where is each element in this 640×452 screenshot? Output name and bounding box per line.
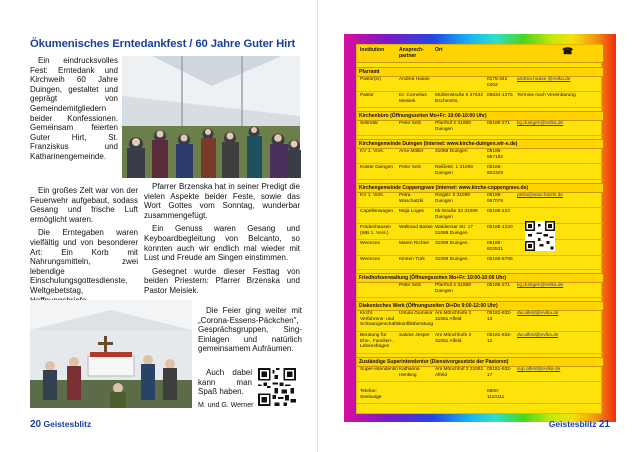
magazine-name: Geistesblitz (43, 419, 92, 429)
section-header: Kirchengemeinde Duingen (Internet: www.kirche-duingen.wir-e.de) (357, 139, 603, 149)
table-cell: Am Mönchhofe 2 31061 Alfeld (435, 333, 472, 344)
table-cell: KV 1. Vors. (360, 149, 384, 154)
signature: M. und G. Werner (198, 401, 254, 409)
paragraph-sermon: Pfarrer Brzenska hat in seiner Predigt die vielen Aspekte beider Feste, sowie das Wort Gottes vom Sonntag, wunderbar zusammengefügt. (144, 182, 300, 220)
photo-tent-congregation (122, 56, 300, 178)
qr-code-icon[interactable] (258, 368, 296, 406)
footer-left (30, 419, 91, 430)
section-header: Diakonisches Werk (Öffnungszeiten Di+Do 9:00-12:00 Uhr) (357, 301, 603, 311)
table-cell: Kirchl. Verfahrens- und Schwangerschaftskonfliktberatung (360, 311, 434, 328)
row-divider (357, 331, 603, 332)
table-cell: 05185-271 (487, 121, 510, 126)
table-cell: Am Mönchhof 2 31061 Alfeld (435, 367, 484, 378)
table-row (357, 283, 603, 297)
paragraph-music: Ein Genuss waren Gesang und Keyboardbegleitung von Belcanto, so konnten auch wir endlich mal wieder mit Lust und Freude am Singen einstimmen. (144, 224, 300, 263)
table-cell: Katharina Henking (399, 367, 420, 378)
section-header: Kirchenbüro (Öffnungszeiten Mo+Fr: 10:00-10:00 Uhr) (357, 111, 603, 121)
page-number: 21 (598, 419, 610, 430)
table-cell: 31089 Duingen (435, 257, 468, 262)
table-row (357, 257, 603, 269)
table-cell: Weenzen (360, 257, 381, 262)
table-cell: Waltraud Basse (399, 225, 433, 230)
table-cell: Pastor(in) (360, 77, 381, 82)
table-cell: Telefon-Seelsorge (360, 389, 382, 400)
page-title: Ökumenisches Erntedankfest / 60 Jahre Guter Hirt (30, 38, 296, 50)
table-cell: Pfarrhof 2 31089 Duingen (435, 121, 471, 132)
table-cell: Termine nach Vereinbarung (517, 93, 576, 98)
table-row (357, 121, 603, 135)
table-cell: 31089 Duingen (435, 149, 468, 154)
table-row (357, 367, 603, 381)
row-divider (357, 179, 603, 180)
right-page (320, 0, 640, 452)
table-cell: Pfarrhof 2 31089 Duingen (435, 283, 471, 294)
row-divider (357, 269, 603, 270)
table-cell[interactable]: kg.duingen@evlka.de (517, 283, 564, 288)
table-cell: 05181-932-13 (487, 311, 512, 322)
paragraph-intro: Ein eindrucksvolles Fest: Erntedank und Kirchweih 60 Jahre Duingen, gestaltet und geprägt von Gemeindemitgliedern beider Konfessionen. Gemeinsam feierten Guter Hirt, St. Franziskus und Katharinengemeinde. (30, 56, 118, 161)
table-cell[interactable]: dw.alfeld@evlka.de (517, 333, 559, 338)
table-cell: 05185-602531 (487, 241, 504, 252)
table-cell: 05185-271 (487, 283, 510, 288)
contact-table (356, 44, 602, 414)
table-row (357, 77, 603, 91)
left-page (0, 0, 318, 452)
table-cell: 05185-223 (487, 209, 510, 214)
paragraph-blessing: Gesegnet wurde dieser Festtag von beiden Priestern: Pfarrer Brzenska und Pastor Meisiek. (144, 266, 300, 295)
section-header: Friedhofsverwaltung (Öffnungszeiten Mo+Fr: 10:00-10:00 Uhr) (357, 273, 603, 283)
table-cell: Kirsten Türk (399, 257, 425, 262)
article-body-right (144, 182, 300, 300)
table-row (357, 165, 603, 179)
table-cell: Sabine Jesper (399, 333, 430, 338)
table-cell: Super-intendentin (360, 367, 398, 372)
row-divider (357, 135, 603, 136)
table-row (357, 193, 603, 207)
table-cell: Andrea Haase (399, 77, 430, 82)
section-header: Zuständige Superintendentur (Dienstvorgesetzte der Pastoren) (357, 357, 603, 367)
table-cell: 31089 Duingen (435, 241, 468, 246)
table-cell: Mühlenstraße 5 37632 Eschershs. (435, 93, 483, 104)
table-cell: Dr. Cornelius Meisiek (399, 93, 427, 104)
table-cell[interactable]: andrea.haase @evlka.de (517, 77, 571, 82)
table-cell: 05185-602329 (487, 165, 504, 176)
table-cell: 0800-1110111 (487, 389, 505, 400)
row-divider (357, 239, 603, 240)
header-institution: Institution (360, 47, 385, 53)
magazine-name: Geistesblitz (548, 419, 597, 429)
table-cell: Peter Selz (399, 283, 422, 288)
table-cell: Am Mönchhofe 2 31061 Alfeld (435, 311, 472, 322)
paragraph-harvest: Die Erntegaben waren vielfältig und von besonderer Art: Ein Korb mit Nahrungsmitteln, zwei lebendige Einschulungsgottesdienste, Weltgebetstag, (30, 228, 138, 295)
table-cell: 05185-957182 (487, 149, 504, 160)
table-cell: Ringstr. 6 31089 Duingen (435, 193, 470, 204)
table-header (357, 45, 603, 63)
table-cell: Peter Selz (399, 121, 422, 126)
row-divider (357, 207, 603, 208)
table-cell: Capellenwagen (360, 209, 394, 214)
table-row (357, 311, 603, 331)
row-divider (357, 107, 603, 108)
section-header: Kirchengemeinde Coppengrave (Internet: www.kirche-coppengrave.de) (357, 183, 603, 193)
paragraph-celebration: Die Feier ging weiter mit „Corona-Essens-Päckchen", Gesprächsgruppen, Sing-Einlagen und natürlich gemeinsamem Aufräumen. (198, 306, 302, 354)
header-contact: Ansprech-partner (399, 47, 424, 59)
footer-right (549, 419, 610, 430)
table-cell: Beratung für Ehe-, Familien-, Lebensfragen (360, 333, 394, 350)
qr-code-icon[interactable] (525, 221, 555, 251)
row-divider (357, 223, 603, 224)
section-header: Pfarramt (357, 67, 603, 77)
table-row (357, 93, 603, 107)
table-cell: Küster Duingen (360, 165, 394, 170)
table-cell: Waldensar Str. 17 31089 Duingen (435, 225, 473, 236)
table-cell: Ith-Straße 32 31089 Duingen (435, 209, 478, 220)
table-cell: Ursula Gumnior (399, 311, 433, 316)
row-divider (357, 255, 603, 256)
table-cell: Maren Richter (399, 241, 430, 246)
paragraph-tent: Ein großes Zelt war von der Feuerwehr aufgebaut, sodass Gesang und frische Luft ermöglicht waren. (30, 186, 138, 224)
table-cell: 05185-1220 (487, 225, 513, 230)
table-cell: Arne Möller (399, 149, 424, 154)
table-row (357, 333, 603, 353)
row-divider (357, 163, 603, 164)
table-cell: 0175-342 0402 (487, 77, 508, 88)
header-location: Ort (435, 47, 443, 53)
table-cell: 05181-932-17 (487, 367, 512, 378)
table-row (357, 389, 603, 403)
table-cell: Weenzen (360, 241, 381, 246)
table-row (357, 209, 603, 223)
table-cell[interactable]: petra@waschatzki.de (517, 193, 563, 198)
table-row (357, 241, 603, 255)
article-body-left (30, 56, 118, 166)
table-cell: Peter Selz (399, 165, 422, 170)
table-cell: KV 1. Vors. (360, 193, 384, 198)
row-divider (357, 297, 603, 298)
phone-icon: ☎ (562, 46, 574, 56)
page-number: 20 (30, 419, 42, 430)
table-cell: Petra Waschatzki (399, 193, 424, 204)
table-cell[interactable]: dw.alfeld@evlka.de (517, 311, 559, 316)
table-cell: 05181-932-12 (487, 333, 512, 344)
row-divider (357, 403, 603, 404)
table-cell: Sekretär (360, 121, 379, 126)
table-cell[interactable]: sup.alfeld@evlka.de (517, 367, 561, 372)
table-cell: Pastor (360, 93, 374, 98)
row-divider (357, 381, 603, 382)
table-row (357, 225, 603, 239)
table-row (357, 149, 603, 163)
article-body-fun (198, 368, 252, 410)
row-divider (357, 91, 603, 92)
table-cell: Frödenhausen (WB 1. Vors.) (360, 225, 391, 236)
table-cell: 05185-8795 (487, 257, 513, 262)
table-cell: Neißestr. 1 31089 Duingen (435, 165, 473, 176)
table-cell[interactable]: kg.duingen@evlka.de (517, 121, 564, 126)
photo-altar-tent (30, 300, 192, 408)
article-body-bottom (198, 306, 302, 358)
row-divider (357, 353, 603, 354)
table-cell: Maja Loges (399, 209, 424, 214)
table-cell: 05185-957078 (487, 193, 504, 204)
table-cell: 05534-1375 (487, 93, 513, 98)
paragraph-fun: Auch dabei kann man Spaß haben. (198, 368, 252, 397)
